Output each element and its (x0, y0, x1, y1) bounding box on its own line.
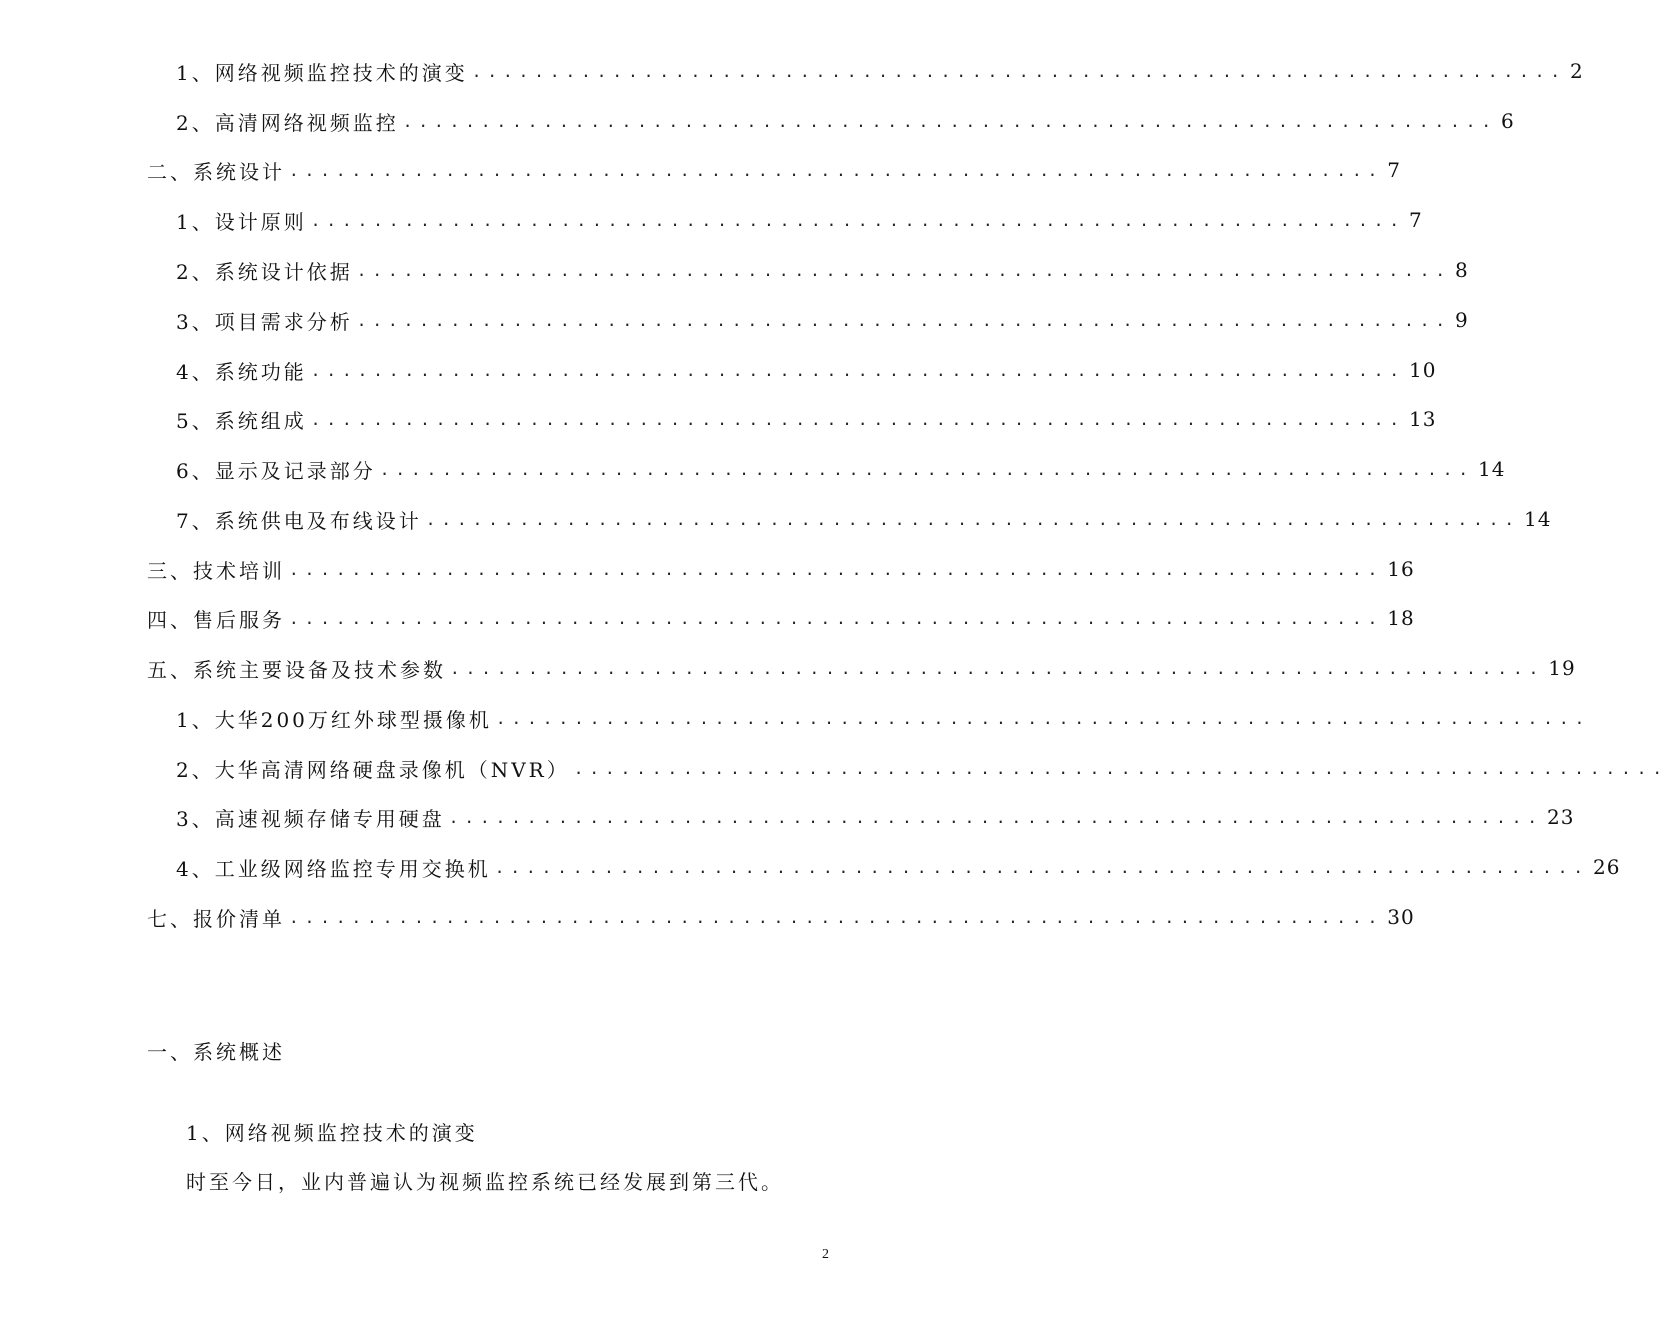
toc-entry[interactable] (147, 155, 1402, 185)
toc-entry-page: 13 (1409, 407, 1437, 431)
toc-entry-page: 7 (1409, 208, 1423, 232)
section-heading: 一、系统概述 (147, 1040, 285, 1064)
toc-entry-page: 18 (1387, 606, 1415, 630)
toc-leader: ...................................................................... (379, 459, 1475, 479)
toc-entry[interactable] (176, 305, 1469, 335)
toc-entry-title: 五、系统主要设备及技术参数 (147, 657, 446, 682)
toc-entry-title: 4、工业级网络监控专用交换机 (176, 856, 491, 881)
toc-entry-title: 四、售后服务 (147, 607, 285, 632)
toc-entry-page: 10 (1409, 358, 1437, 382)
toc-entry-title: 2、大华高清网络硬盘录像机（NVR） (176, 757, 570, 782)
toc-entry-page: 9 (1455, 308, 1469, 332)
page-number: 2 (822, 1247, 829, 1262)
toc-entry-title: 二、系统设计 (147, 159, 285, 184)
toc-leader: ...................................................................... (356, 310, 1452, 330)
toc-entry[interactable] (176, 753, 1668, 783)
toc-entry-title: 5、系统组成 (176, 408, 307, 433)
toc-entry[interactable] (147, 603, 1415, 633)
toc-entry-title: 1、大华200万红外球型摄像机 (176, 707, 492, 732)
body-paragraph: 时至今日，业内普遍认为视频监控系统已经发展到第三代。 (186, 1170, 784, 1194)
toc-leader: ...................................................................... (471, 61, 1567, 81)
toc-entry[interactable] (176, 852, 1621, 882)
toc-leader: ...................................................................... (425, 509, 1521, 529)
toc-entry-title: 1、设计原则 (176, 209, 307, 234)
toc-entry-title: 7、系统供电及布线设计 (176, 508, 422, 533)
toc-leader: ...................................................................... (448, 807, 1544, 827)
toc-entry-page: 16 (1387, 557, 1415, 581)
toc-leader: ...................................................................... (494, 857, 1590, 877)
toc-entry-page: 26 (1593, 855, 1621, 879)
toc-leader: ...................................................................... (310, 409, 1406, 429)
toc-leader: ...................................................................... (289, 559, 1384, 579)
toc-entry-title: 6、显示及记录部分 (176, 458, 376, 483)
toc-entry[interactable] (176, 205, 1423, 235)
toc-entry-title: 3、项目需求分析 (176, 309, 353, 334)
toc-entry-title: 1、网络视频监控技术的演变 (176, 60, 468, 85)
toc-entry[interactable] (176, 56, 1584, 86)
toc-entry-page: 14 (1524, 507, 1552, 531)
toc-entry-page: 19 (1548, 656, 1576, 680)
toc-leader: ...................................................................... (310, 210, 1406, 230)
toc-entry-title: 七、报价清单 (147, 906, 285, 931)
toc-entry[interactable] (147, 902, 1415, 932)
toc-entry[interactable] (176, 255, 1469, 285)
toc-leader: ...................................................................... (289, 608, 1384, 628)
toc-leader: ...................................................................... (310, 360, 1406, 380)
toc-leader: ...................................................................... (356, 260, 1452, 280)
toc-entry[interactable] (147, 554, 1415, 584)
toc-entry-title: 4、系统功能 (176, 359, 307, 384)
toc-leader: ...................................................................... (289, 160, 1384, 180)
toc-entry-title: 2、系统设计依据 (176, 259, 353, 284)
toc-entry-title: 3、高速视频存储专用硬盘 (176, 806, 445, 831)
toc-entry[interactable] (176, 454, 1506, 484)
toc-leader: ...................................................................... (450, 658, 1545, 678)
toc-leader: ...................................................................... (289, 907, 1384, 927)
toc-entry[interactable] (176, 504, 1552, 534)
toc-entry[interactable] (176, 355, 1437, 385)
toc-entry-page: 8 (1455, 258, 1469, 282)
toc-leader: ...................................................................... (402, 111, 1498, 131)
toc-entry-page: 7 (1387, 158, 1402, 182)
toc-entry[interactable] (176, 703, 1591, 733)
toc-entry[interactable] (176, 802, 1575, 832)
toc-entry[interactable] (176, 106, 1515, 136)
toc-entry-title: 2、高清网络视频监控 (176, 110, 399, 135)
toc-entry-title: 三、技术培训 (147, 558, 285, 583)
toc-entry-page: 23 (1547, 805, 1575, 829)
toc-entry-page: 14 (1478, 457, 1506, 481)
toc-entry[interactable] (176, 404, 1437, 434)
toc-entry[interactable] (147, 653, 1576, 683)
toc-entry-page: 6 (1501, 109, 1515, 133)
subsection-heading: 1、网络视频监控技术的演变 (186, 1121, 478, 1145)
toc-leader: ...................................................................... (573, 758, 1668, 778)
toc-entry-page: 30 (1387, 905, 1415, 929)
toc-entry-page: 2 (1570, 59, 1584, 83)
toc-leader: ...................................................................... (495, 708, 1591, 728)
